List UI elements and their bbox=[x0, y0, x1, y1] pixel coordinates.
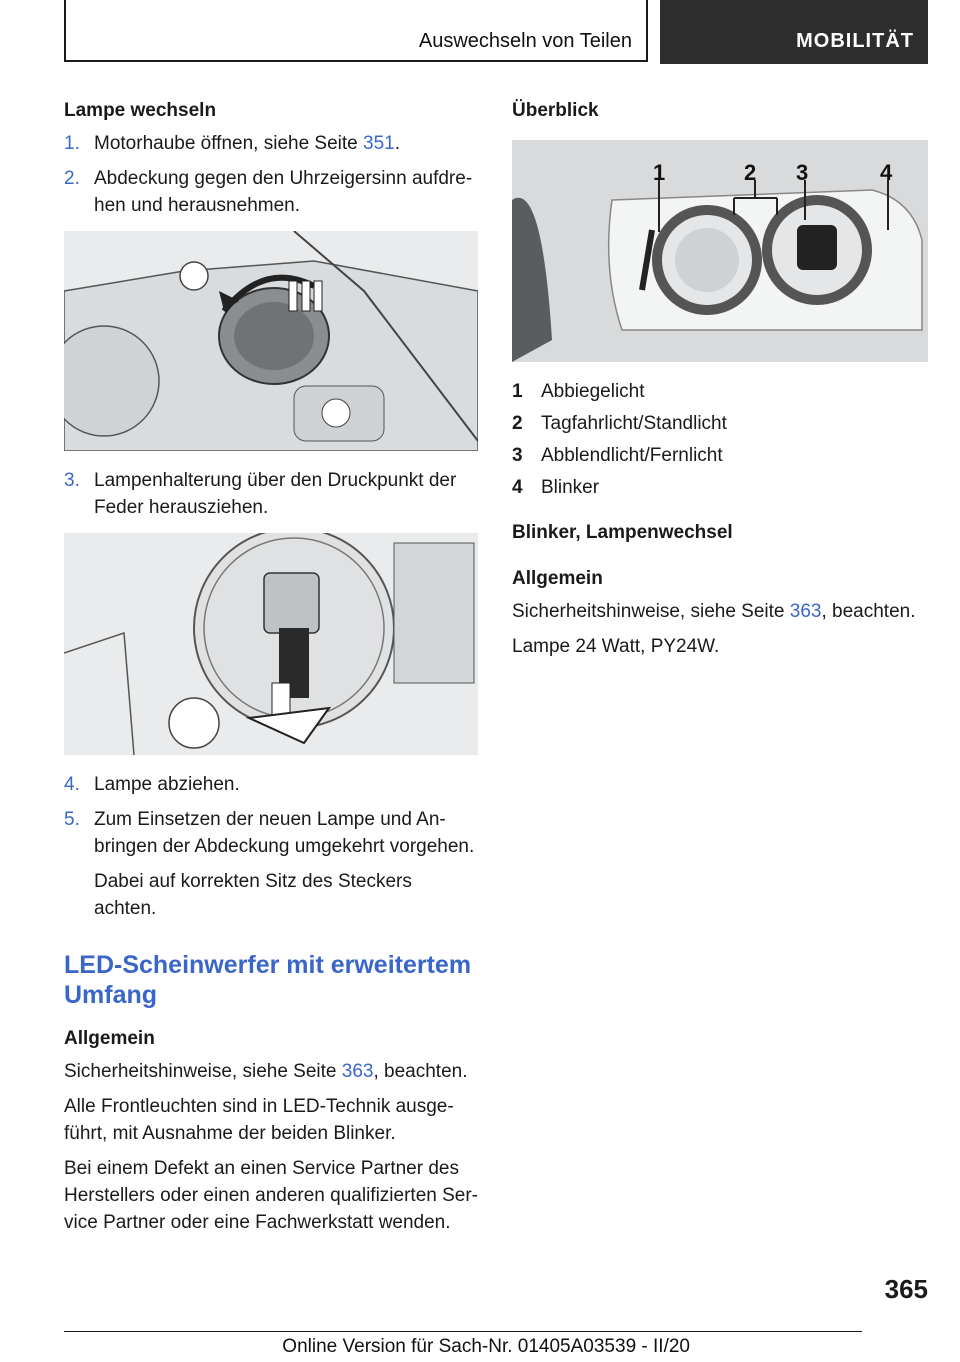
figure-label-2: 2 bbox=[744, 160, 757, 185]
led-headlight-heading: LED-Scheinwerfer mit erweitertem Umfang bbox=[64, 951, 472, 1009]
legend-item: 4 Blinker bbox=[512, 477, 600, 498]
general-heading-left: Allgemein bbox=[64, 1028, 155, 1049]
headlight-overview-figure bbox=[512, 140, 928, 362]
page-header bbox=[64, 0, 928, 64]
cover-removal-figure bbox=[64, 231, 478, 451]
footer-rule bbox=[64, 1331, 862, 1332]
blinker-heading: Blinker, Lampenwechsel bbox=[512, 522, 733, 543]
step-1: 1. Motorhaube öffnen, siehe Seite 351. bbox=[64, 133, 400, 154]
header-section-title: Auswechseln von Teilen bbox=[418, 30, 632, 52]
lamp-spec: Lampe 24 Watt, PY24W. bbox=[512, 636, 720, 657]
figure-label-1: 1 bbox=[653, 160, 666, 185]
overview-heading: Überblick bbox=[512, 100, 599, 121]
header-chapter-box bbox=[660, 0, 928, 64]
page-link-363-right[interactable]: 363 bbox=[789, 601, 822, 622]
figure-label-4: 4 bbox=[880, 160, 893, 185]
legend-item: 3 Abblendlicht/Fernlicht bbox=[512, 445, 723, 466]
led-paragraph: Alle Frontleuchten sind in LED-Technik ausge-führt, mit Ausnahme der beiden Blinker. bbox=[64, 1096, 454, 1144]
page-link-351[interactable]: 351 bbox=[363, 133, 395, 154]
service-paragraph: Bei einem Defekt an einen Service Partner des Herstellers oder einen anderen qualifizierten Ser-vice Partner oder eine Fachwerkstatt wenden. bbox=[64, 1158, 479, 1233]
footer-text: Online Version für Sach-Nr. 01405A03539 - II/20 bbox=[282, 1336, 690, 1357]
safety-note-left: Sicherheitshinweise, siehe Seite 363, beachten. bbox=[64, 1061, 468, 1082]
lamp-change-heading: Lampe wechseln bbox=[64, 100, 217, 121]
step-3: 3. Lampenhalterung über den Druckpunkt der Feder herausziehen. bbox=[64, 470, 457, 518]
figure-label-3: 3 bbox=[796, 160, 809, 185]
right-column bbox=[512, 100, 930, 668]
left-column bbox=[64, 100, 478, 1244]
legend-item: 2 Tagfahrlicht/Standlicht bbox=[512, 413, 727, 434]
lamp-holder-figure bbox=[64, 533, 478, 755]
step-2: 2. Abdeckung gegen den Uhrzeigersinn aufdre-hen und herausnehmen. bbox=[64, 168, 473, 216]
step-5-note: Dabei auf korrekten Sitz des Steckers achten. bbox=[94, 871, 412, 919]
legend-list bbox=[512, 378, 930, 502]
header-section-box bbox=[64, 0, 648, 62]
step-4: 4. Lampe abziehen. bbox=[64, 774, 240, 795]
step-5: 5. Zum Einsetzen der neuen Lampe und An-bringen der Abdeckung umgekehrt vorgehen. Dabei auf korrekten Sitz des Steckers achten. bbox=[64, 806, 478, 922]
safety-note-right: Sicherheitshinweise, siehe Seite 363, beachten. bbox=[512, 601, 916, 622]
header-chapter-title: MOBILITÄT bbox=[796, 30, 914, 52]
legend-item: 1 Abbiegelicht bbox=[512, 381, 645, 402]
page-number: 365 bbox=[884, 1274, 928, 1304]
page-link-363-left[interactable]: 363 bbox=[341, 1061, 374, 1082]
general-heading-right: Allgemein bbox=[512, 568, 603, 589]
